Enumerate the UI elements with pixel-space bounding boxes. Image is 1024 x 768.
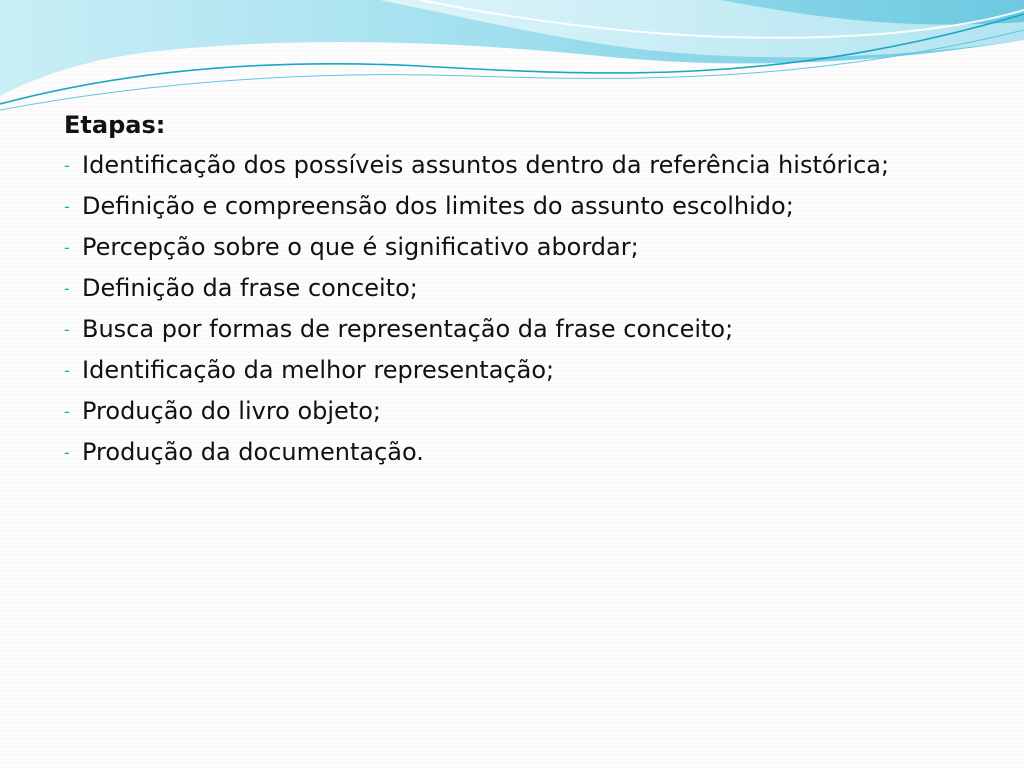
dash-bullet-icon: - <box>64 320 70 339</box>
dash-bullet-icon: - <box>64 197 70 216</box>
list-item-text: Produção da documentação. <box>82 438 424 466</box>
slide-heading: Etapas: <box>64 111 166 139</box>
list-item-text: Percepção sobre o que é significativo abordar; <box>82 233 639 261</box>
list-item <box>64 435 964 469</box>
dash-bullet-icon: - <box>64 443 70 462</box>
dash-bullet-icon: - <box>64 402 70 421</box>
list-item-text: Produção do livro objeto; <box>82 397 382 425</box>
dash-bullet-icon: - <box>64 279 70 298</box>
slide-content <box>64 108 964 476</box>
dash-bullet-icon: - <box>64 361 70 380</box>
list-item <box>64 353 964 387</box>
dash-bullet-icon: - <box>64 238 70 257</box>
list-item-text: Definição da frase conceito; <box>82 274 418 302</box>
list-item <box>64 230 964 264</box>
dash-bullet-icon: - <box>64 156 70 175</box>
list-item <box>64 271 964 305</box>
list-item <box>64 189 964 223</box>
bullet-list <box>64 148 964 469</box>
list-item <box>64 394 964 428</box>
list-item-text: Definição e compreensão dos limites do assunto escolhido; <box>82 192 794 220</box>
list-item <box>64 312 964 346</box>
list-item-text: Identificação dos possíveis assuntos dentro da referência histórica; <box>82 151 890 179</box>
list-item-text: Identificação da melhor representação; <box>82 356 555 384</box>
list-item-text: Busca por formas de representação da frase conceito; <box>82 315 734 343</box>
list-item <box>64 148 964 182</box>
